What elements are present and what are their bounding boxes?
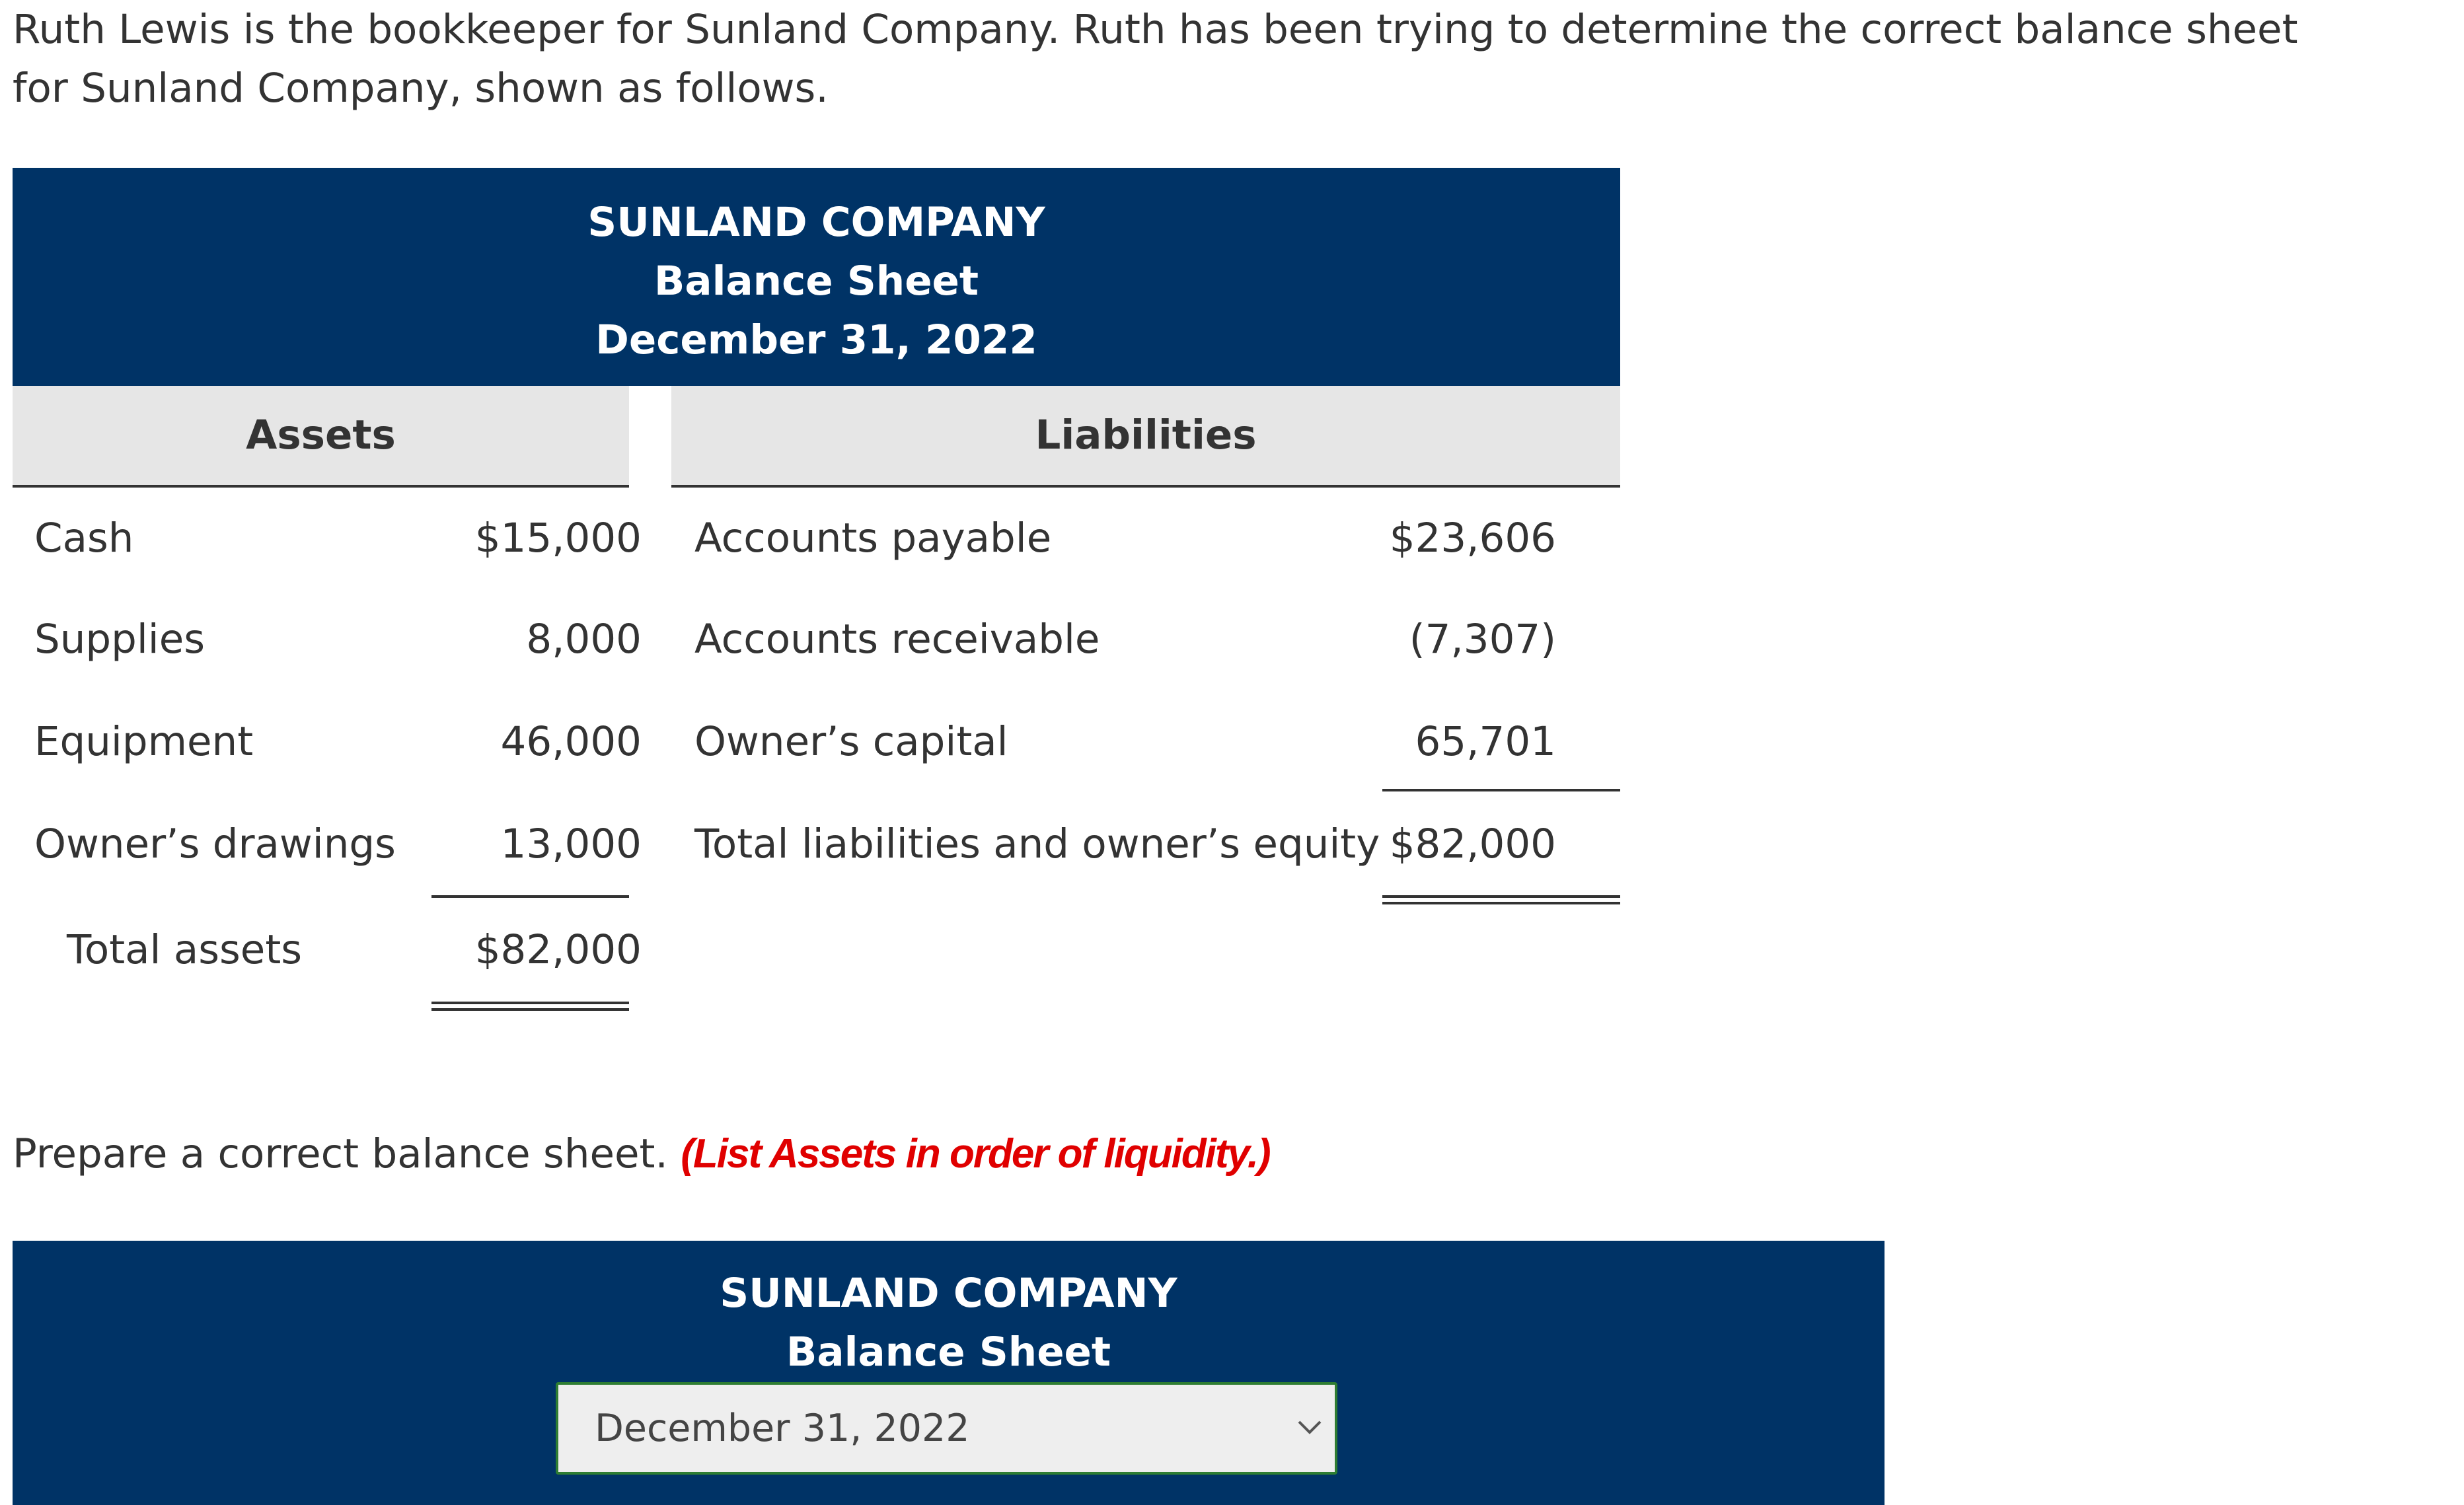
chevron-down-icon [1296, 1418, 1323, 1438]
assets-header: Assets [13, 386, 629, 488]
asset-amount: 13,000 [500, 821, 642, 867]
instruction [13, 1124, 1270, 1183]
sheet-body [13, 488, 1620, 1016]
answer-form-header [13, 1241, 1885, 1505]
asset-amount: 8,000 [526, 616, 642, 663]
asset-label: Owner’s drawings [34, 821, 396, 867]
date-select[interactable] [556, 1382, 1337, 1475]
liability-amount: 65,701 [1415, 718, 1556, 765]
liabilities-header: Liabilities [671, 386, 1620, 488]
total-assets-amount: $82,000 [474, 926, 642, 973]
total-assets-label: Total assets [67, 926, 303, 973]
total-double-rule [1382, 895, 1620, 904]
total-liabilities-label: Total liabilities and owner’s equity [694, 821, 1380, 867]
asset-label: Cash [34, 515, 134, 562]
sheet-date: December 31, 2022 [595, 316, 1037, 363]
sheet-title: Balance Sheet [653, 258, 979, 305]
asset-label: Supplies [34, 616, 205, 663]
liability-label: Owner’s capital [694, 718, 1008, 765]
instruction-hint: (List Assets in order of liquidity.) [681, 1131, 1270, 1177]
problem-intro: Ruth Lewis is the bookkeeper for Sunland Company. Ruth has been trying to determine the correct balance sheet for Sunland Company, shown as follows. [13, 6, 2298, 112]
sheet-header [13, 168, 1620, 386]
liability-amount: $23,606 [1389, 515, 1556, 562]
asset-label: Equipment [34, 718, 254, 765]
column-headers [13, 386, 1620, 488]
form-sheet-title: Balance Sheet [786, 1329, 1111, 1376]
instruction-text: Prepare a correct balance sheet. [13, 1130, 681, 1177]
original-balance-sheet [13, 168, 1620, 1016]
company-name: SUNLAND COMPANY [587, 199, 1045, 246]
asset-amount: 46,000 [500, 718, 642, 765]
subtotal-rule [1382, 789, 1620, 791]
total-double-rule [431, 1002, 629, 1011]
liability-label: Accounts receivable [694, 616, 1100, 663]
subtotal-rule [431, 895, 629, 898]
total-liabilities-amount: $82,000 [1389, 821, 1556, 867]
liability-amount: (7,307) [1409, 616, 1556, 663]
asset-amount: $15,000 [474, 515, 642, 562]
liability-label: Accounts payable [694, 515, 1052, 562]
form-company-name: SUNLAND COMPANY [720, 1270, 1177, 1317]
date-select-value: December 31, 2022 [595, 1407, 970, 1450]
